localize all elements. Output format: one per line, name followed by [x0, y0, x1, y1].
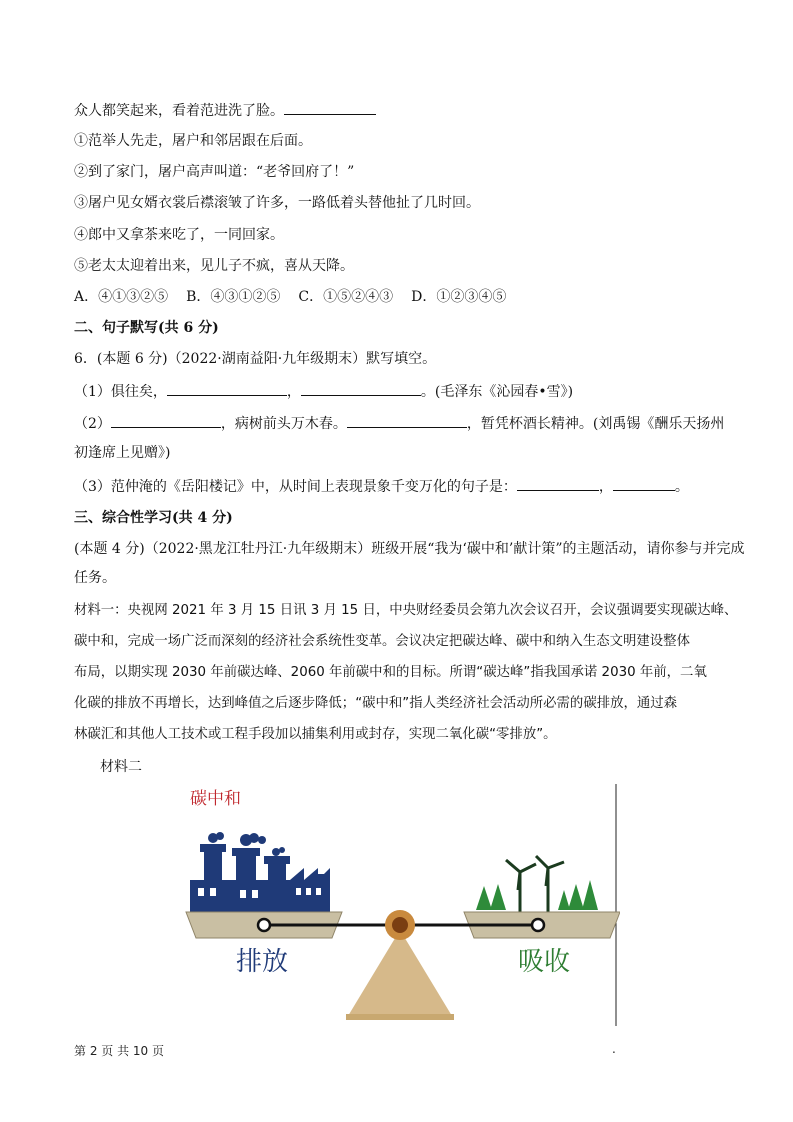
material1-line-5: 林碳汇和其他人工技术或工程手段加以捕集利用或封存，实现二氧化碳“零排放”。 [74, 727, 557, 742]
carbon-neutral-figure [180, 780, 620, 1030]
s3-text-b: ， [598, 479, 613, 495]
material1-line-4: 化碳的排放不再增长，达到峰值之后逐步降低；“碳中和”指人类经济社会活动所必需的碳排放，通过森 [74, 696, 678, 711]
factory-icon [190, 832, 330, 912]
s1-text-b: ， [286, 384, 301, 400]
material2-label: 材料二 [100, 759, 142, 775]
answer-blank [613, 476, 675, 491]
answer-blank [517, 476, 599, 491]
s2-text-a: （2） [74, 416, 111, 432]
s3-text-c: 。 [674, 479, 689, 495]
answer-blank [167, 381, 287, 396]
section3-intro-1: (本题 4 分)（2022·黑龙江牡丹江·九年级期末）班级开展“我为‘碳中和’献计策”的主题活动，请你参与并完成 [74, 541, 745, 557]
q5-options [74, 287, 524, 307]
s1-text-c: 。(毛泽东《沁园春•雪》) [420, 384, 574, 400]
right-joint [532, 919, 544, 931]
page-number: 第 2 页 共 10 页 [74, 1044, 164, 1058]
q6-sentence-3 [74, 476, 689, 497]
s1-text-a: （1）俱往矣， [74, 384, 167, 400]
trees-windmills-icon [476, 856, 598, 912]
q5-stem [74, 100, 376, 121]
s2-text-b: ，病树前头万木春。 [220, 416, 347, 432]
q6-sentence-2 [74, 413, 724, 434]
footer-dot: . [612, 1042, 616, 1056]
q6-sentence-1 [74, 381, 573, 402]
emission-label: 排放 [235, 947, 289, 977]
section3-intro-2: 任务。 [74, 570, 116, 586]
scale-stand [348, 930, 452, 1016]
q6-head: 6．(本题 6 分)（2022·湖南益阳·九年级期末）默写填空。 [74, 351, 437, 367]
absorption-label: 吸收 [517, 947, 571, 977]
q5-item-5: ⑤老太太迎着出来，见儿子不疯，喜从天降。 [74, 258, 354, 274]
balance-scale-illustration [180, 780, 620, 1030]
material1-line-1: 材料一：央视网 2021 年 3 月 15 日讯 3 月 15 日，中央财经委员会第九次会议召开，会议强调要实现碳达峰、 [74, 603, 738, 618]
material1-line-3: 布局，以期实现 2030 年前碳达峰、2060 年前碳中和的目标。所谓“碳达峰”指我国承诺 2030 年前，二氧 [74, 665, 707, 680]
option-c: C．①⑤②④③ [298, 289, 394, 305]
s3-text-a: （3）范仲淹的《岳阳楼记》中，从时间上表现景象千变万化的句子是： [74, 479, 517, 495]
option-b: B．④③①②⑤ [186, 289, 281, 305]
q5-stem-text: 众人都笑起来，看着范进洗了脸。 [74, 103, 284, 119]
s2-text-c: ，暂凭杯酒长精神。(刘禹锡《酬乐天扬州 [466, 416, 725, 432]
q5-item-1: ①范举人先走，屠户和邻居跟在后面。 [74, 133, 312, 149]
answer-blank [347, 413, 467, 428]
answer-blank [284, 100, 376, 115]
answer-blank [301, 381, 421, 396]
left-joint [258, 919, 270, 931]
answer-blank [111, 413, 221, 428]
option-d: D．①②③④⑤ [411, 289, 507, 305]
q5-item-2: ②到了家门，屠户高声叫道：“老爷回府了！” [74, 164, 355, 180]
figure-title: 碳中和 [190, 789, 241, 809]
section2-heading: 二、句子默写(共 6 分) [74, 320, 219, 336]
option-a: A．④①③②⑤ [74, 289, 169, 305]
scale-base [346, 1014, 454, 1020]
q6-sentence-2-cont: 初逢席上见赠》) [74, 445, 171, 461]
pivot-inner [392, 917, 408, 933]
section3-heading: 三、综合性学习(共 4 分) [74, 510, 233, 526]
material1-line-2: 碳中和，完成一场广泛而深刻的经济社会系统性变革。会议决定把碳达峰、碳中和纳入生态文明建设整体 [74, 634, 690, 649]
q5-item-4: ④郎中又拿茶来吃了，一同回家。 [74, 227, 284, 243]
q5-item-3: ③屠户见女婿衣裳后襟滚皱了许多，一路低着头替他扯了几时回。 [74, 195, 480, 211]
